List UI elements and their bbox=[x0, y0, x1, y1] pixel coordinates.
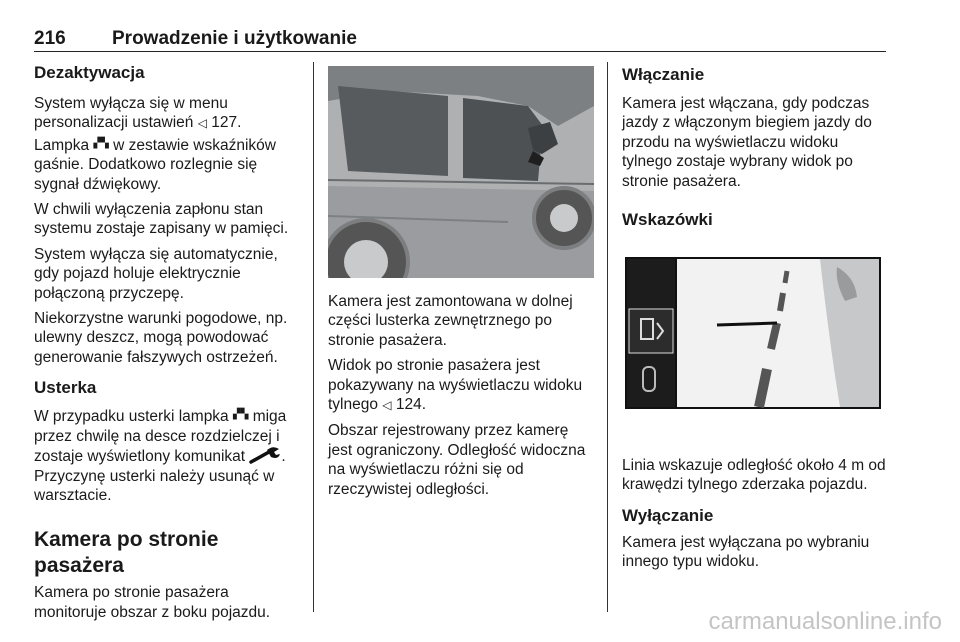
paragraph: Kamera jest wyłączana po wybraniu innego typu widoku. bbox=[622, 533, 870, 571]
page-number: 216 bbox=[34, 28, 66, 49]
paragraph: W chwili wyłączenia zapłonu stan systemu zostaje zapisany w pamięci. bbox=[34, 201, 289, 238]
car-side-mirror-illustration bbox=[328, 66, 594, 278]
paragraph: Kamera jest zamontowana w dolnej części lusterka zewnętrznego po stronie pasażera. bbox=[328, 293, 573, 349]
paragraph: Obszar rejestrowany przez kamerę jest ograniczony. Odległość widoczna na wyświetlaczu różni się od rzeczywistej odległości. bbox=[328, 422, 586, 498]
middle-column bbox=[328, 292, 594, 499]
paragraph: W przypadku usterki lampka ▞▚ miga przez chwilę na desce rozdzielczej i zostaje wyświetlony komunikat . Przyczynę usterki należy usunąć w warsztacie. bbox=[34, 405, 300, 505]
heading-passenger-camera: Kamera po stronie pasażera bbox=[34, 528, 219, 578]
watermark: carmanualsonline.info bbox=[708, 608, 942, 635]
paragraph: Linia wskazuje odległość około 4 m od krawędzi tylnego zderzaka pojazdu. bbox=[622, 457, 886, 494]
paragraph: System wyłącza się automatycznie, gdy pojazd holuje elektrycznie połączoną przyczepę. bbox=[34, 245, 278, 302]
paragraph: Niekorzystne warunki pogodowe, np. ulewny deszcz, mogą powodować generowanie fałszywych ostrzeżeń. bbox=[34, 310, 288, 366]
left-column bbox=[34, 62, 300, 622]
heading-fault: Usterka bbox=[34, 378, 97, 398]
side-blind-warning-icon: ▞▚ bbox=[93, 137, 109, 149]
page-reference-icon: ◁ bbox=[382, 398, 392, 413]
paragraph: System wyłącza się w menu personalizacji ustawień ◁ 127. Lampka ▞▚ w zestawie wskaźników gaśnie. Dodatkowo rozlegnie się sygnał dźwiękowy. bbox=[34, 95, 276, 193]
heading-activation: Włączanie bbox=[622, 65, 705, 84]
paragraph: Kamera po stronie pasażera monitoruje obszar z boku pojazdu. bbox=[34, 584, 271, 621]
heading-deactivation: Dezaktywacja bbox=[34, 63, 145, 82]
paragraph: Kamera jest włączana, gdy podczas jazdy z włączonym biegiem jazdy do przodu na wyświetlaczu widoku tylnego zostaje wybrany widok po stronie pasażera. bbox=[622, 95, 872, 190]
heading-hints: Wskazówki bbox=[622, 210, 713, 230]
heading-deactivation-camera: Wyłączanie bbox=[622, 505, 714, 525]
right-column-lower bbox=[622, 456, 888, 572]
side-view-display-illustration bbox=[625, 257, 881, 409]
column-divider bbox=[607, 62, 608, 612]
header-rule bbox=[34, 51, 886, 52]
column-divider bbox=[313, 62, 314, 612]
section-title: Prowadzenie i użytkowanie bbox=[112, 28, 357, 49]
page-reference-icon: ◁ bbox=[197, 116, 207, 131]
wrench-icon bbox=[249, 446, 281, 464]
side-blind-warning-icon: ▞▚ bbox=[233, 409, 249, 421]
right-column bbox=[622, 64, 888, 231]
page-header bbox=[34, 28, 886, 50]
paragraph: Widok po stronie pasażera jest pokazywany na wyświetlaczu widoku tylnego ◁ 124. bbox=[328, 356, 594, 415]
